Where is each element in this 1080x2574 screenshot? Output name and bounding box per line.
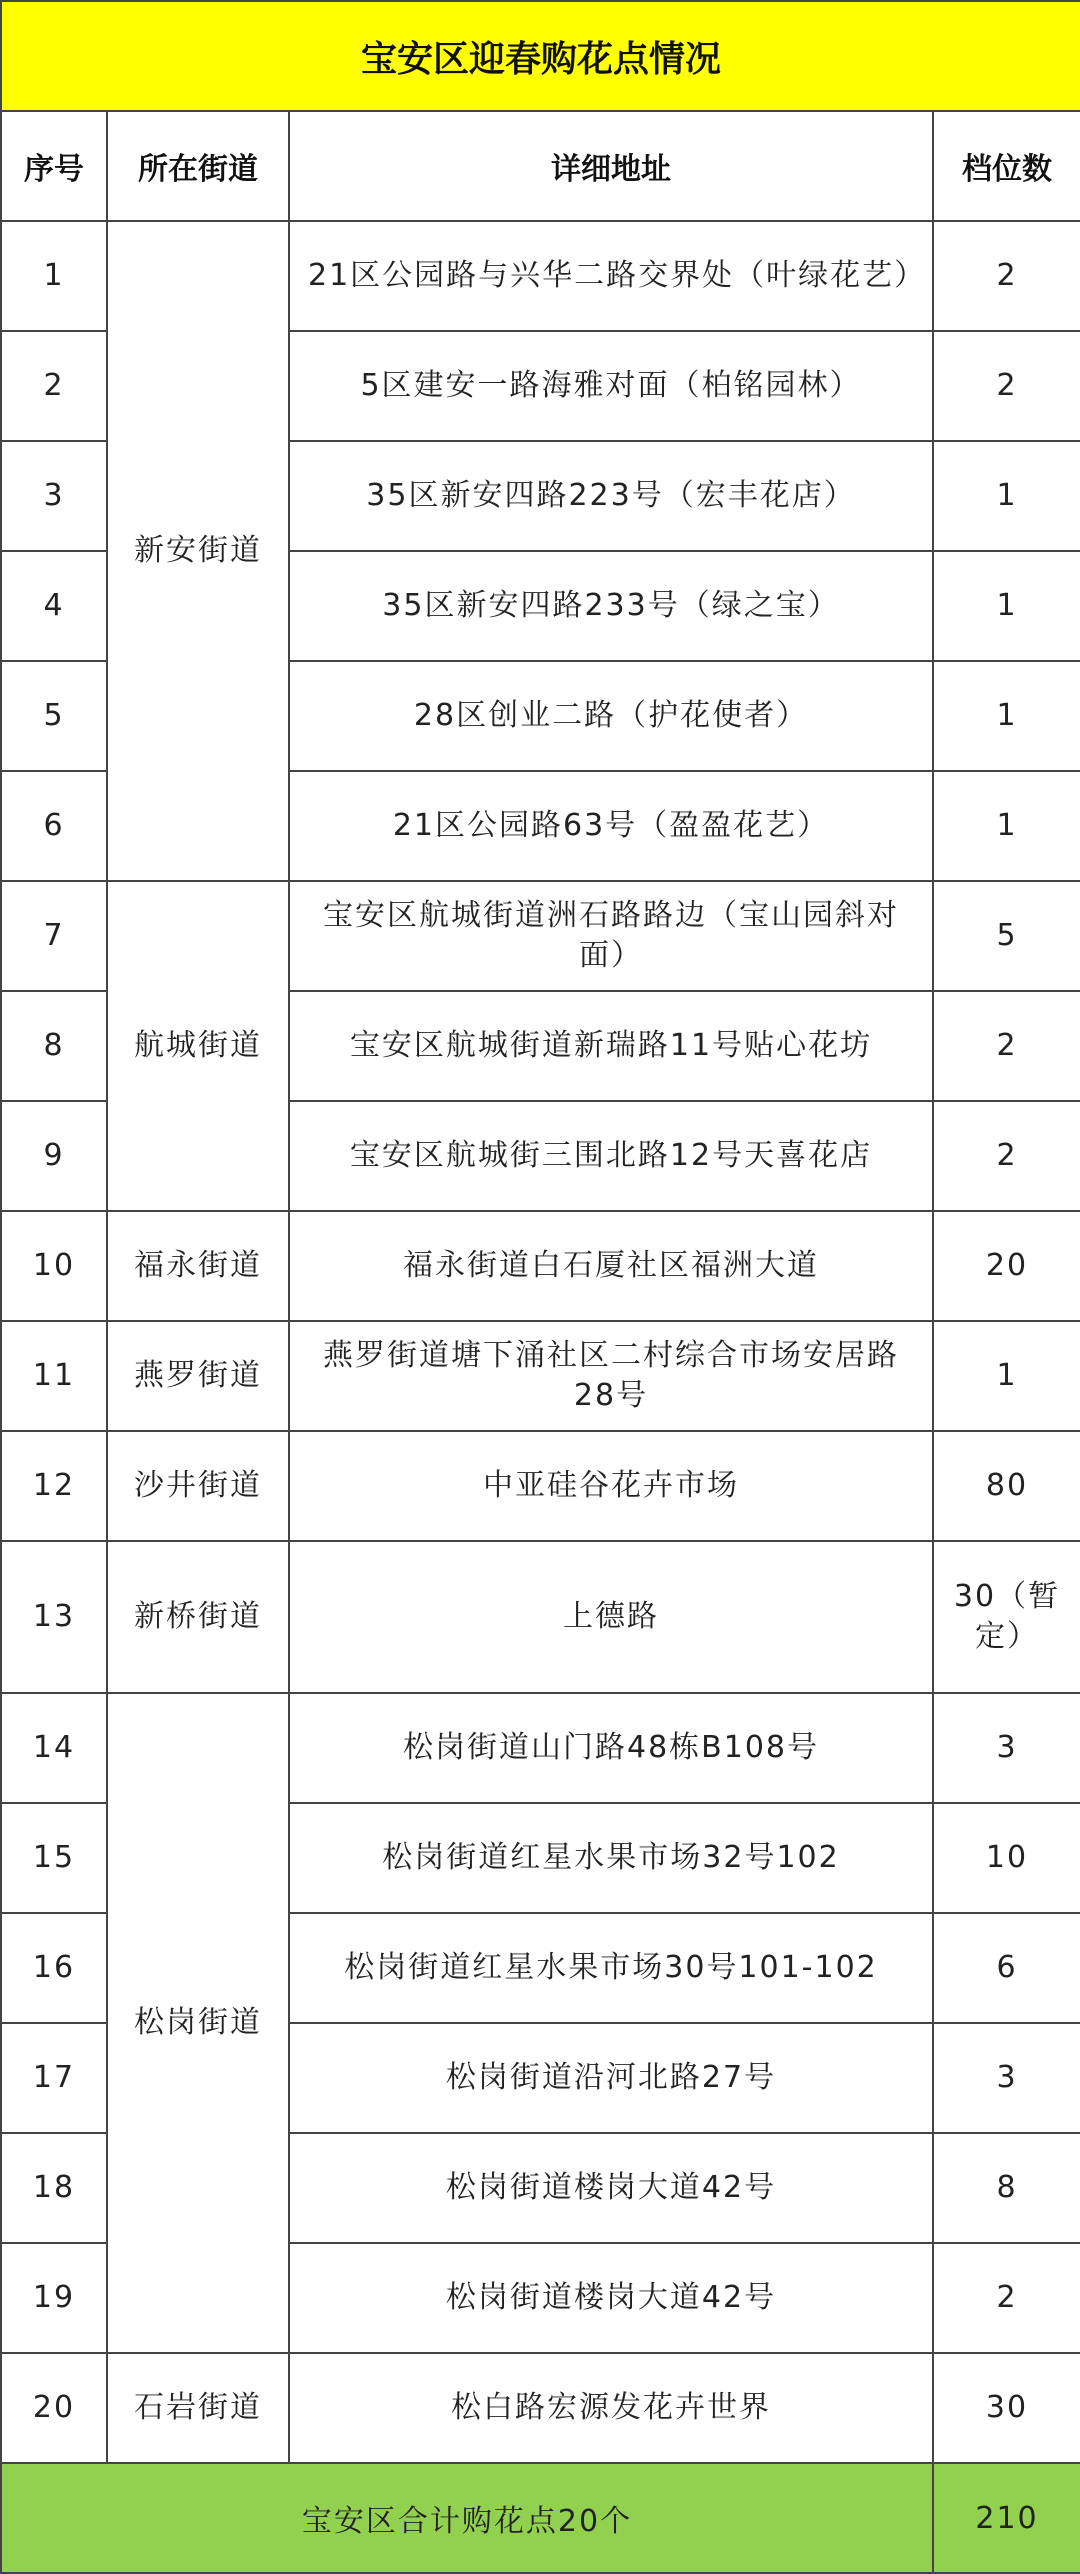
row-address: 松白路宏源发花卉世界 xyxy=(289,2353,933,2463)
row-address: 松岗街道红星水果市场32号102 xyxy=(289,1803,933,1913)
table-row xyxy=(1,1541,1080,1693)
row-address: 燕罗街道塘下涌社区二村综合市场安居路28号 xyxy=(289,1321,933,1431)
row-stalls: 3 xyxy=(933,1693,1080,1803)
row-address: 35区新安四路233号（绿之宝） xyxy=(289,551,933,661)
title-row xyxy=(1,1,1080,111)
row-address: 宝安区航城街道新瑞路11号贴心花坊 xyxy=(289,991,933,1101)
row-address: 中亚硅谷花卉市场 xyxy=(289,1431,933,1541)
row-stalls: 2 xyxy=(933,991,1080,1101)
row-street: 石岩街道 xyxy=(107,2353,289,2463)
row-stalls: 1 xyxy=(933,1321,1080,1431)
header-index: 序号 xyxy=(1,111,107,221)
row-index: 4 xyxy=(1,551,107,661)
row-index: 10 xyxy=(1,1211,107,1321)
total-label: 宝安区合计购花点20个 xyxy=(1,2463,933,2573)
row-address: 松岗街道红星水果市场30号101-102 xyxy=(289,1913,933,2023)
row-stalls: 80 xyxy=(933,1431,1080,1541)
row-stalls: 1 xyxy=(933,771,1080,881)
row-stalls: 1 xyxy=(933,661,1080,771)
row-street: 松岗街道 xyxy=(107,1693,289,2353)
table-title: 宝安区迎春购花点情况 xyxy=(1,1,1080,111)
row-stalls: 30（暂定） xyxy=(933,1541,1080,1693)
total-row xyxy=(1,2463,1080,2573)
row-index: 18 xyxy=(1,2133,107,2243)
row-stalls: 5 xyxy=(933,881,1080,991)
table-row xyxy=(1,2353,1080,2463)
header-row xyxy=(1,111,1080,221)
row-address: 松岗街道楼岗大道42号 xyxy=(289,2243,933,2353)
row-stalls: 20 xyxy=(933,1211,1080,1321)
table-row xyxy=(1,1431,1080,1541)
row-address: 福永街道白石厦社区福洲大道 xyxy=(289,1211,933,1321)
row-index: 20 xyxy=(1,2353,107,2463)
row-address: 宝安区航城街三围北路12号天喜花店 xyxy=(289,1101,933,1211)
row-address: 宝安区航城街道洲石路路边（宝山园斜对面） xyxy=(289,881,933,991)
row-index: 13 xyxy=(1,1541,107,1693)
row-stalls: 8 xyxy=(933,2133,1080,2243)
row-index: 19 xyxy=(1,2243,107,2353)
table-row xyxy=(1,881,1080,991)
header-address: 详细地址 xyxy=(289,111,933,221)
row-index: 7 xyxy=(1,881,107,991)
row-index: 16 xyxy=(1,1913,107,2023)
row-index: 15 xyxy=(1,1803,107,1913)
row-street: 燕罗街道 xyxy=(107,1321,289,1431)
row-stalls: 3 xyxy=(933,2023,1080,2133)
table-row xyxy=(1,1693,1080,1803)
total-stalls: 210 xyxy=(933,2463,1080,2573)
row-stalls: 10 xyxy=(933,1803,1080,1913)
row-index: 11 xyxy=(1,1321,107,1431)
row-street: 新桥街道 xyxy=(107,1541,289,1693)
row-stalls: 2 xyxy=(933,331,1080,441)
row-stalls: 1 xyxy=(933,441,1080,551)
table-row xyxy=(1,1321,1080,1431)
header-stalls: 档位数 xyxy=(933,111,1080,221)
row-address: 35区新安四路223号（宏丰花店） xyxy=(289,441,933,551)
row-address: 松岗街道沿河北路27号 xyxy=(289,2023,933,2133)
row-index: 17 xyxy=(1,2023,107,2133)
row-index: 8 xyxy=(1,991,107,1101)
row-address: 松岗街道楼岗大道42号 xyxy=(289,2133,933,2243)
row-index: 1 xyxy=(1,221,107,331)
row-stalls: 6 xyxy=(933,1913,1080,2023)
row-street: 新安街道 xyxy=(107,221,289,881)
row-address: 5区建安一路海雅对面（柏铭园林） xyxy=(289,331,933,441)
row-address: 21区公园路63号（盈盈花艺） xyxy=(289,771,933,881)
row-street: 沙井街道 xyxy=(107,1431,289,1541)
row-street: 航城街道 xyxy=(107,881,289,1211)
row-stalls: 2 xyxy=(933,2243,1080,2353)
row-stalls: 2 xyxy=(933,1101,1080,1211)
row-address: 松岗街道山门路48栋B108号 xyxy=(289,1693,933,1803)
table-row xyxy=(1,221,1080,331)
row-stalls: 1 xyxy=(933,551,1080,661)
row-index: 14 xyxy=(1,1693,107,1803)
row-index: 6 xyxy=(1,771,107,881)
row-index: 9 xyxy=(1,1101,107,1211)
row-address: 21区公园路与兴华二路交界处（叶绿花艺） xyxy=(289,221,933,331)
row-index: 12 xyxy=(1,1431,107,1541)
row-index: 2 xyxy=(1,331,107,441)
row-address: 上德路 xyxy=(289,1541,933,1693)
row-street: 福永街道 xyxy=(107,1211,289,1321)
table-row xyxy=(1,1211,1080,1321)
row-stalls: 30 xyxy=(933,2353,1080,2463)
row-index: 3 xyxy=(1,441,107,551)
row-index: 5 xyxy=(1,661,107,771)
header-street: 所在街道 xyxy=(107,111,289,221)
row-stalls: 2 xyxy=(933,221,1080,331)
row-address: 28区创业二路（护花使者） xyxy=(289,661,933,771)
